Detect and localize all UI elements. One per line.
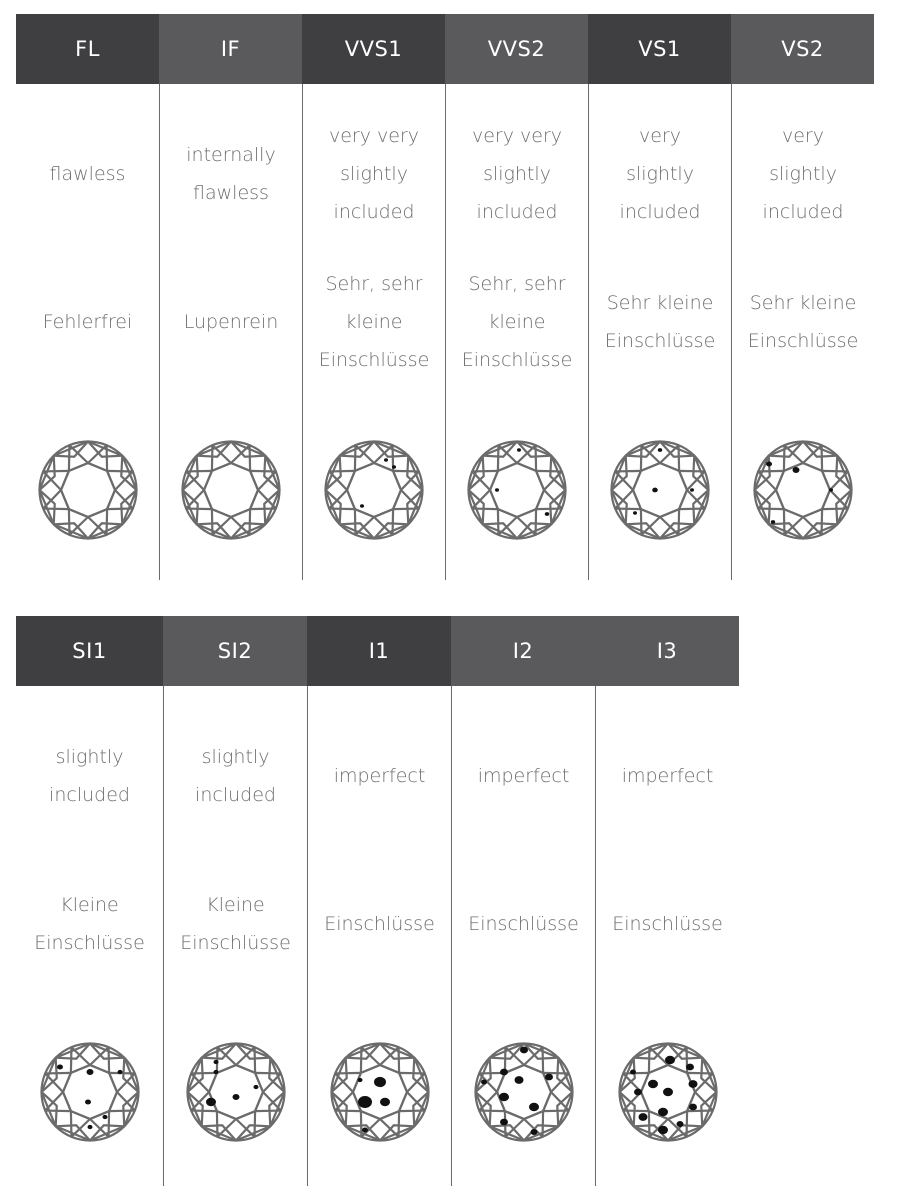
grade-body — [595, 686, 739, 1186]
diamond-facet-diagram — [40, 1042, 140, 1142]
clarity-column-si1 — [16, 616, 163, 1186]
grade-body — [451, 686, 595, 1186]
grade-header: VVS1 — [302, 14, 445, 84]
diamond-inclusion-icon — [40, 1042, 140, 1146]
grade-body — [159, 84, 302, 580]
diamond-inclusion-icon — [330, 1042, 430, 1146]
grade-body — [731, 84, 874, 580]
grade-body — [588, 84, 731, 580]
grade-body — [16, 686, 163, 1186]
clarity-column-si2 — [163, 616, 307, 1186]
german-description: Lupenrein — [183, 311, 279, 333]
german-description: Kleine Einschlüsse — [34, 894, 145, 954]
diamond-facet-diagram — [186, 1042, 286, 1142]
english-description: very very slightly included — [328, 125, 420, 223]
grade-header: IF — [159, 14, 302, 84]
clarity-column-fl — [16, 14, 159, 580]
english-description: very very slightly included — [471, 125, 563, 223]
diamond-inclusion-icon — [324, 440, 424, 544]
grade-header: I1 — [307, 616, 451, 686]
grade-body — [302, 84, 445, 580]
clarity-column-i2 — [451, 616, 595, 1186]
clarity-column-vs2 — [731, 14, 874, 580]
clarity-row-2 — [16, 616, 739, 1186]
german-description: Einschlüsse — [324, 913, 435, 935]
diamond-inclusion-icon — [38, 440, 138, 544]
english-description: internally flawless — [186, 144, 276, 204]
clarity-row-1 — [16, 14, 874, 580]
english-description: imperfect — [333, 765, 426, 787]
grade-header: I3 — [595, 616, 739, 686]
diamond-facet-diagram — [618, 1042, 718, 1142]
german-description: Einschlüsse — [612, 913, 723, 935]
diamond-inclusion-icon — [467, 440, 567, 544]
grade-body — [16, 84, 159, 580]
grade-header: SI1 — [16, 616, 163, 686]
grade-header: SI2 — [163, 616, 307, 686]
clarity-column-i1 — [307, 616, 451, 1186]
grade-header: I2 — [451, 616, 595, 686]
diamond-facet-diagram — [324, 440, 424, 540]
clarity-column-if — [159, 14, 302, 580]
english-description: slightly included — [49, 746, 130, 806]
german-description: Sehr, sehr kleine Einschlüsse — [461, 273, 573, 371]
diamond-inclusion-icon — [181, 440, 281, 544]
grade-body — [163, 686, 307, 1186]
grade-body — [445, 84, 588, 580]
german-description: Sehr kleine Einschlüsse — [604, 292, 716, 352]
german-description: Einschlüsse — [468, 913, 579, 935]
clarity-column-vvs1 — [302, 14, 445, 580]
english-description: imperfect — [477, 765, 570, 787]
grade-header: FL — [16, 14, 159, 84]
diamond-facet-diagram — [610, 440, 710, 540]
german-description: Fehlerfrei — [42, 311, 133, 333]
english-description: slightly included — [195, 746, 276, 806]
diamond-facet-diagram — [467, 440, 567, 540]
grade-header: VS2 — [731, 14, 874, 84]
clarity-column-vs1 — [588, 14, 731, 580]
clarity-column-vvs2 — [445, 14, 588, 580]
english-description: flawless — [49, 163, 126, 185]
diamond-facet-diagram — [38, 440, 138, 540]
diamond-inclusion-icon — [618, 1042, 718, 1146]
diamond-inclusion-icon — [186, 1042, 286, 1146]
grade-header: VS1 — [588, 14, 731, 84]
english-description: imperfect — [621, 765, 714, 787]
german-description: Sehr, sehr kleine Einschlüsse — [318, 273, 430, 371]
diamond-facet-diagram — [330, 1042, 430, 1142]
english-description: very slightly included — [619, 125, 701, 223]
diamond-inclusion-icon — [753, 440, 853, 544]
diamond-facet-diagram — [474, 1042, 574, 1142]
diamond-inclusion-icon — [610, 440, 710, 544]
diamond-facet-diagram — [753, 440, 853, 540]
english-description: very slightly included — [762, 125, 844, 223]
grade-header: VVS2 — [445, 14, 588, 84]
grade-body — [307, 686, 451, 1186]
diamond-inclusion-icon — [474, 1042, 574, 1146]
german-description: Sehr kleine Einschlüsse — [747, 292, 859, 352]
german-description: Kleine Einschlüsse — [180, 894, 291, 954]
diamond-facet-diagram — [181, 440, 281, 540]
clarity-column-i3 — [595, 616, 739, 1186]
